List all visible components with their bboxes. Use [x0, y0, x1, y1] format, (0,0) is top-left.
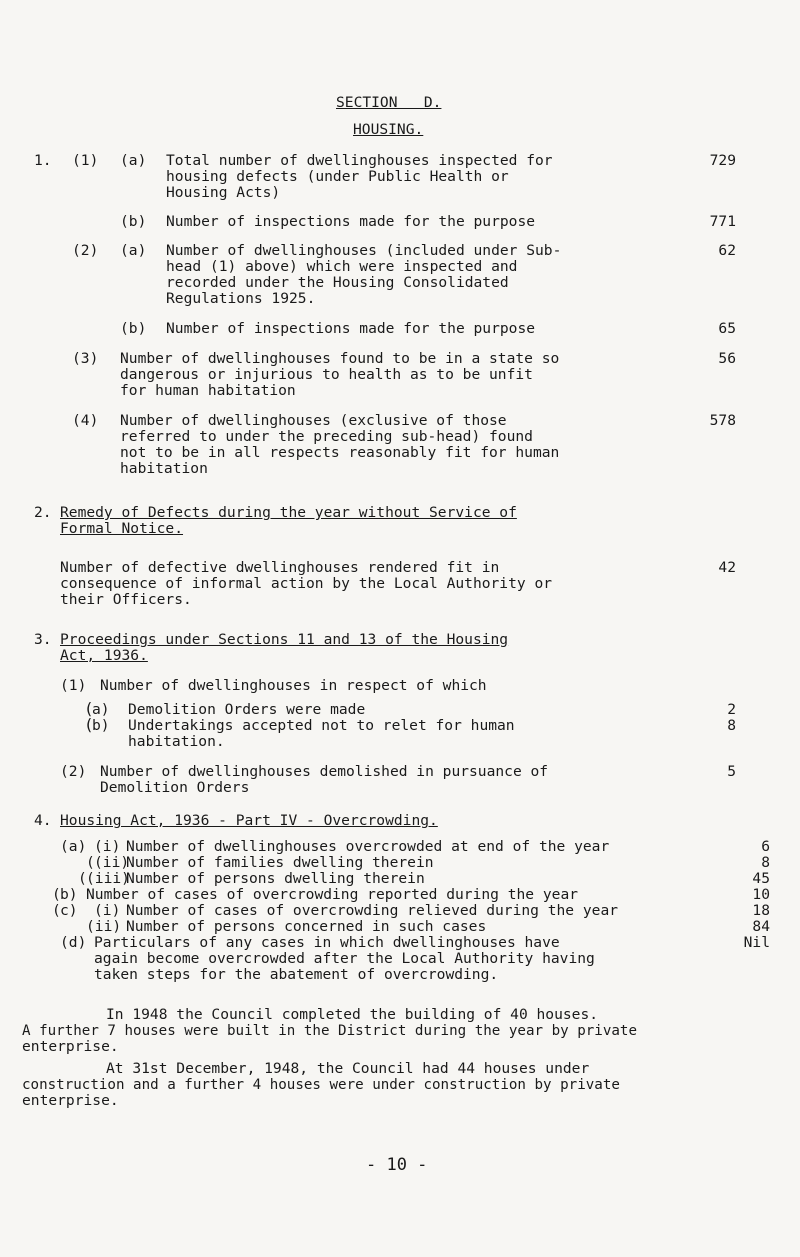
item-text: Number of cases of overcrowding reported during the year [86, 886, 579, 903]
subitem-label: c) [60, 902, 78, 919]
item-text: Number of dwellinghouses overcrowded at end of the year [126, 838, 610, 855]
subitem-label: (a) [120, 242, 147, 259]
brace-glyph: ( [84, 715, 94, 734]
item-text: referred to under the preceding sub-head) found [120, 428, 533, 445]
item-text: Number of families dwelling therein [126, 854, 434, 871]
item-text: their Officers. [60, 591, 192, 608]
subitem-label: b) [60, 886, 78, 903]
item-value: 6 [761, 838, 770, 855]
section-subheading: Housing Act, 1936 - Part IV - Overcrowding. [60, 812, 438, 829]
item-value: 5 [727, 763, 736, 780]
item-value: 56 [718, 350, 736, 367]
item-text: Undertakings accepted not to relet for human [128, 717, 515, 734]
subitem-label: (b) [120, 320, 147, 337]
item-number: 1. [34, 152, 52, 169]
item-text: Demolition Orders were made [128, 701, 366, 718]
paragraph-line: enterprise. [22, 1092, 119, 1109]
item-text: Total number of dwellinghouses inspected for [166, 152, 553, 169]
item-text: Number of cases of overcrowding relieved during the year [126, 902, 619, 919]
subitem-label: (ii) [86, 918, 122, 935]
item-text: Number of dwellinghouses demolished in pursuance of [100, 763, 549, 780]
item-text: taken steps for the abatement of overcrowding. [94, 966, 499, 983]
subitem-label: (3) [72, 350, 99, 367]
item-value: 45 [752, 870, 770, 887]
subitem-label: (a) [60, 838, 87, 855]
item-value: 84 [752, 918, 770, 935]
item-text: Number of dwellinghouses found to be in a state so [120, 350, 560, 367]
paragraph-line: In 1948 the Council completed the building of 40 houses. [106, 1006, 599, 1023]
item-value: 42 [718, 559, 736, 576]
item-text: Number of inspections made for the purpose [166, 320, 536, 337]
paragraph-line: construction and a further 4 houses were under construction by private [22, 1077, 620, 1093]
item-text: dangerous or injurious to health as to be unfit [120, 366, 533, 383]
item-text: Demolition Orders [100, 779, 250, 796]
section-heading: SECTION D. [336, 94, 442, 111]
item-value: 8 [761, 854, 770, 871]
item-text: Housing Acts) [166, 184, 281, 201]
item-text: Number of inspections made for the purpose [166, 213, 536, 230]
subitem-label: (4) [72, 412, 99, 429]
item-text: habitation [120, 460, 208, 477]
item-value: 771 [709, 213, 736, 230]
brace-glyph: ( [52, 902, 61, 919]
item-value: 8 [727, 717, 736, 734]
paragraph-line: A further 7 houses were built in the District during the year by private [22, 1023, 637, 1039]
subitem-label: (d) [60, 934, 87, 951]
subitem-label: (i) [94, 902, 121, 919]
item-value: 578 [709, 412, 736, 429]
brace-glyph: ( [52, 886, 61, 903]
section-subheading: Formal Notice. [60, 520, 184, 537]
item-text: Number of persons concerned in such cases [126, 918, 487, 935]
subitem-label: (1) [72, 152, 99, 169]
page-title: HOUSING. [353, 121, 424, 138]
subitem-label: (b) [120, 213, 147, 230]
item-text: Particulars of any cases in which dwellinghouses have [94, 934, 560, 951]
item-text: Number of persons dwelling therein [126, 870, 425, 887]
item-value: 10 [752, 886, 770, 903]
item-value: 729 [709, 152, 736, 169]
item-text: Number of dwellinghouses (exclusive of those [120, 412, 507, 429]
item-value: 65 [718, 320, 736, 337]
item-text: habitation. [128, 733, 225, 750]
item-text: Number of defective dwellinghouses rendered fit in [60, 559, 500, 576]
item-number: 2. [34, 504, 52, 521]
item-value: Nil [743, 934, 770, 951]
item-text: consequence of informal action by the Local Authority or [60, 575, 553, 592]
item-number: 4. [34, 812, 52, 829]
item-number: 3. [34, 631, 52, 648]
item-text: for human habitation [120, 382, 296, 399]
item-text: not to be in all respects reasonably fit for human [120, 444, 560, 461]
subitem-label: b) [92, 717, 110, 734]
brace-glyph: ( [78, 870, 87, 887]
item-value: 18 [752, 902, 770, 919]
section-subheading: Proceedings under Sections 11 and 13 of the Housing [60, 631, 509, 648]
item-text: Number of dwellinghouses (included under Sub- [166, 242, 562, 259]
subitem-label: (2) [60, 763, 87, 780]
subitem-label: (i) [94, 838, 121, 855]
item-text: Number of dwellinghouses in respect of which [100, 677, 487, 694]
subitem-label: (a) [120, 152, 147, 169]
paragraph-line: At 31st December, 1948, the Council had 44 houses under [106, 1060, 590, 1077]
item-text: head (1) above) which were inspected and [166, 258, 518, 275]
subitem-label: a) [92, 701, 110, 718]
subitem-label: (1) [60, 677, 87, 694]
section-subheading: Remedy of Defects during the year without Service of [60, 504, 517, 521]
subitem-label: (iii) [86, 870, 130, 887]
subitem-label: (ii) [94, 854, 130, 871]
item-text: recorded under the Housing Consolidated [166, 274, 509, 291]
paragraph-line: enterprise. [22, 1038, 119, 1055]
subitem-label: (2) [72, 242, 99, 259]
item-text: again become overcrowded after the Local Authority having [94, 950, 595, 967]
item-value: 2 [727, 701, 736, 718]
page-number: - 10 - [366, 1155, 428, 1175]
brace-glyph: ( [84, 699, 94, 718]
item-value: 62 [718, 242, 736, 259]
brace-glyph: ( [86, 854, 95, 871]
item-text: Regulations 1925. [166, 290, 316, 307]
item-text: housing defects (under Public Health or [166, 168, 509, 185]
section-subheading: Act, 1936. [60, 647, 148, 664]
